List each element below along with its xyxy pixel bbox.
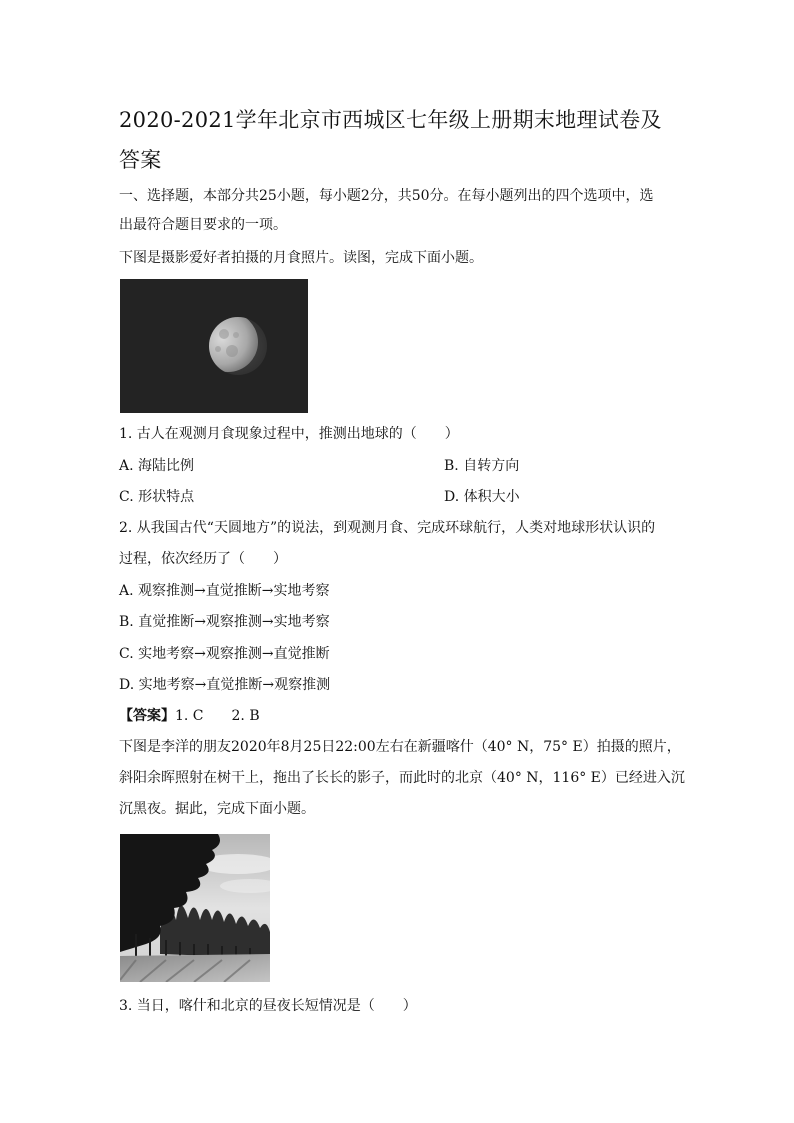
question-2-stem-line-1: 2. 从我国古代“天圆地方”的说法，到观测月食、完成环球航行，人类对地球形状认识的: [119, 520, 656, 536]
figure-1-intro: 下图是摄影爱好者拍摄的月食照片。读图，完成下面小题。: [119, 250, 483, 266]
section-instruction-line-1: 一、选择题，本部分共25小题，每小题2分，共50分。在每小题列出的四个选项中，选: [119, 188, 654, 204]
answer-line: [119, 706, 260, 726]
question-1-option-d: D. 体积大小: [444, 489, 520, 505]
question-1-stem: 1. 古人在观测月食现象过程中，推测出地球的（ ）: [119, 426, 459, 442]
trees-sunset-photo: [120, 834, 270, 982]
answer-text: 1. C 2. B: [175, 708, 260, 724]
section-instruction-line-2: 出最符合题目要求的一项。: [119, 217, 287, 233]
figure-2-intro-line-2: 斜阳余晖照射在树干上，拖出了长长的影子，而此时的北京（40° N，116° E）已经进入沉: [119, 770, 685, 786]
trees-icon: [120, 834, 270, 982]
question-1-option-a: A. 海陆比例: [119, 458, 195, 474]
question-1-option-c: C. 形状特点: [119, 489, 195, 505]
question-2-option-c: C. 实地考察→观察推测→直觉推断: [119, 646, 330, 662]
lunar-eclipse-photo: [120, 279, 308, 413]
figure-2-intro-line-1: 下图是李洋的朋友2020年8月25日22:00左右在新疆喀什（40° N，75° E）拍摄的照片，: [119, 739, 681, 755]
question-3-stem: 3. 当日，喀什和北京的昼夜长短情况是（ ）: [119, 998, 417, 1014]
question-2-option-d: D. 实地考察→直觉推断→观察推测: [119, 677, 331, 693]
question-2-stem-line-2: 过程，依次经历了（ ）: [119, 551, 287, 567]
figure-2-intro-line-3: 沉黑夜。据此，完成下面小题。: [119, 801, 315, 817]
question-2-option-b: B. 直觉推断→观察推测→实地考察: [119, 614, 330, 630]
question-1-option-b: B. 自转方向: [444, 458, 520, 474]
moon-icon: [120, 279, 308, 413]
page-title: 2020-2021学年北京市西城区七年级上册期末地理试卷及答案: [119, 108, 662, 172]
answer-label: 【答案】: [119, 708, 175, 724]
question-2-option-a: A. 观察推测→直觉推断→实地考察: [119, 583, 330, 599]
